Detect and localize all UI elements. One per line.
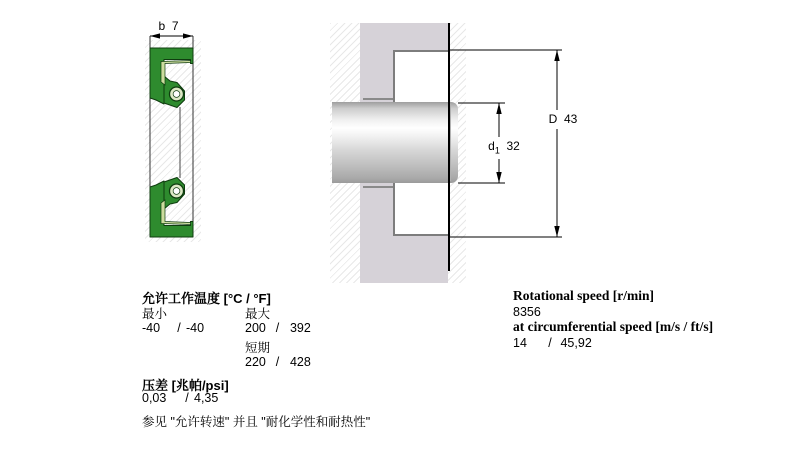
temp-short-c: 220 (245, 355, 266, 369)
circumferential-ms: 14 (513, 336, 527, 350)
temp-short-f: 428 (289, 355, 311, 369)
rotational-speed-value: 8356 (513, 305, 541, 319)
circumferential-fts: 45,92 (560, 336, 592, 350)
garter-spring-center (173, 91, 180, 98)
slash: / (177, 321, 181, 335)
dim-b-symbol: b (158, 19, 166, 33)
dim-d1-arrow-top (496, 103, 501, 114)
mounting-cross-section-drawing (330, 15, 585, 287)
slash: / (548, 336, 552, 350)
dim-D-arrow-bottom (554, 226, 559, 237)
pressure-values-row (142, 391, 218, 405)
temp-min-label: 最小 (142, 307, 168, 321)
seal-cross-section-drawing (120, 10, 250, 252)
dim-D-symbol: D (548, 112, 558, 126)
temp-min-values (142, 321, 204, 335)
temp-short-values (245, 355, 311, 369)
dim-d1-symbol: d (488, 139, 495, 153)
temp-min-f: -40 (186, 321, 205, 335)
circumferential-speed-values (513, 336, 592, 350)
dim-b-arrow-right (183, 33, 193, 38)
temp-min-c: -40 (142, 321, 161, 335)
temp-minmax-labels (142, 304, 402, 320)
slash: / (275, 321, 280, 335)
dim-b-label (148, 19, 189, 33)
temp-section-title: 允许工作温度 [°C / °F] (142, 291, 271, 306)
dim-d1-label (482, 139, 526, 157)
dim-D-value: 43 (563, 112, 578, 126)
seal-profile-svg (120, 10, 250, 252)
temp-values-row (142, 321, 402, 337)
pressure-mpa: 0,03 (142, 391, 167, 405)
circumferential-speed-title: at circumferential speed [m/s / ft/s] (513, 319, 714, 334)
dim-d1-arrow-bottom (496, 172, 501, 183)
temp-short-term-row (142, 338, 402, 354)
dim-b-arrow-left (150, 33, 160, 38)
seal-profile-top (150, 48, 193, 108)
temp-max-c: 200 (245, 321, 266, 335)
temp-short-values-row (142, 355, 402, 371)
seal-profile-bottom (150, 178, 193, 238)
slash: / (275, 355, 280, 369)
temp-short-term-label: 短期 (245, 341, 271, 355)
dim-b-value: 7 (171, 19, 179, 33)
dim-d1-value: 32 (506, 139, 520, 153)
temp-max-label: 最大 (245, 307, 271, 321)
dimension-svg (330, 15, 585, 287)
temp-max-f: 392 (289, 321, 311, 335)
pressure-section-title: 压差 [兆帕/psi] (142, 378, 229, 393)
rotational-speed-title: Rotational speed [r/min] (513, 288, 654, 303)
dim-D-arrow-top (554, 50, 559, 61)
pressure-psi: 4,35 (194, 391, 219, 405)
dim-d1-subscript: 1 (494, 145, 500, 156)
dim-D-label (541, 112, 585, 126)
temp-max-values (245, 321, 311, 335)
see-also-note: 参见 "允许转速" 并且 "耐化学性和耐热性" (142, 415, 371, 429)
slash: / (185, 391, 189, 405)
